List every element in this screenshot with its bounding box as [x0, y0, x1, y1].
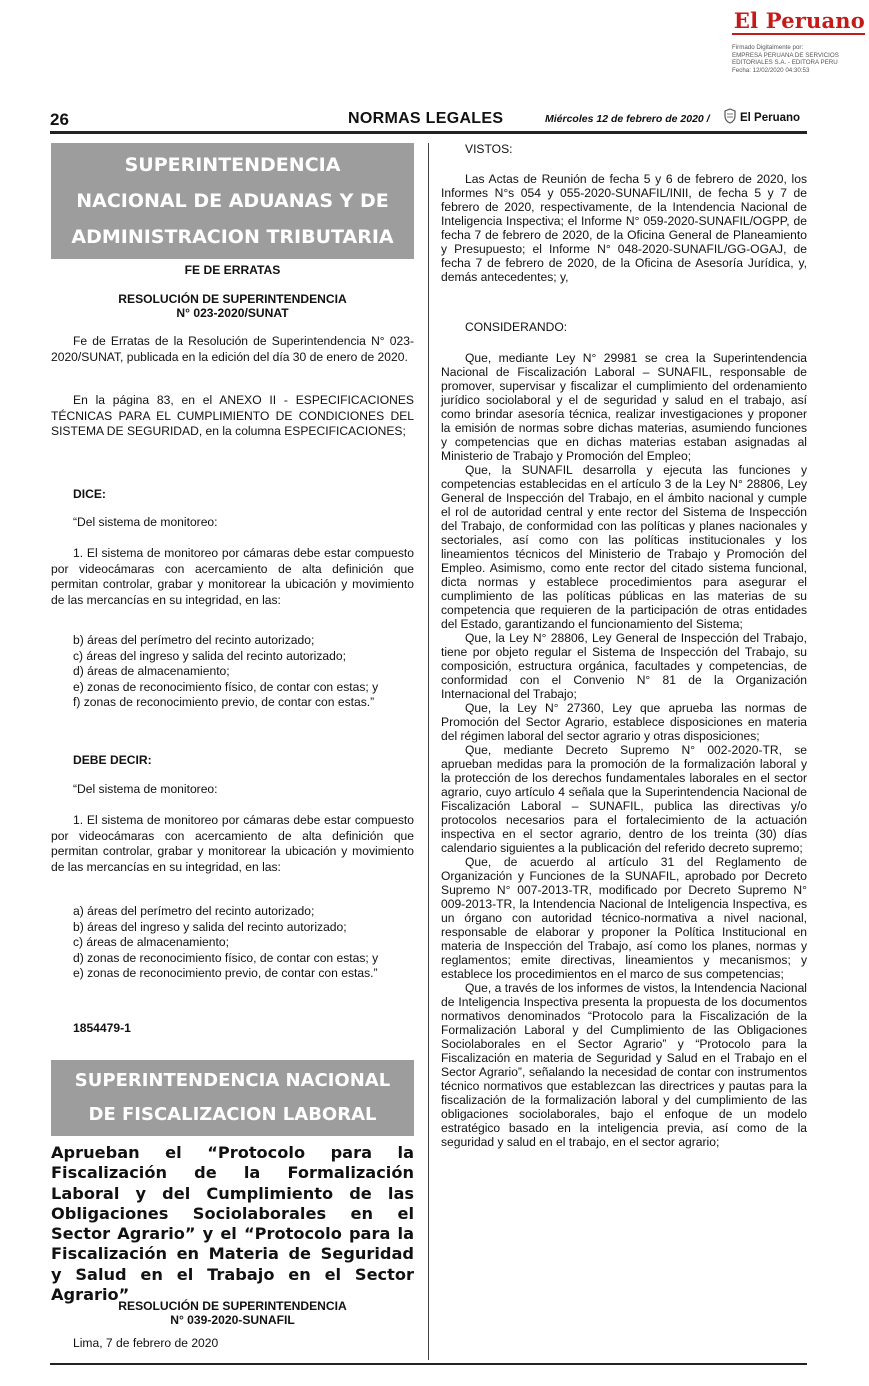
fe-de-erratas-heading: FE DE ERRATAS: [184, 263, 281, 277]
place-date: Lima, 7 de febrero de 2020: [73, 1336, 219, 1350]
considerando-body: [441, 351, 807, 1149]
dice-item-1: [51, 546, 414, 608]
paragraph: 1. El sistema de monitoreo por cámaras debe estar compuesto por videocámaras con acercamiento de alta definición que permitan controlar, grabar y monitorear la ubicación y movimiento de las mercancías en su integridad, en las:: [51, 813, 414, 874]
header-rule: [50, 131, 807, 134]
vistos-heading: [441, 142, 807, 156]
signature-line: EMPRESA PERUANA DE SERVICIOS: [732, 51, 839, 59]
list-item: b) áreas del ingreso y salida del recinto autorizado;: [73, 919, 347, 934]
resolution-line: RESOLUCIÓN DE SUPERINTENDENCIA: [118, 1299, 347, 1313]
signature-line: EDITORIALES S.A. - EDITORA PERU: [732, 59, 838, 67]
list-item: d) zonas de reconocimiento físico, de contar con estas; y: [73, 950, 379, 965]
digital-signature: [732, 44, 865, 74]
footer-rule: [50, 1363, 807, 1365]
dice-heading: DICE:: [73, 487, 106, 501]
band-line: ADMINISTRACION TRIBUTARIA: [71, 226, 394, 248]
paragraph: Fe de Erratas de la Resolución de Superintendencia N° 023-2020/SUNAT, publicada en la edición del día 30 de enero de 2020.: [51, 334, 414, 364]
paragraph: 1. El sistema de monitoreo por cámaras debe estar compuesto por videocámaras con acercamiento de alta definición que permitan controlar, grabar y monitorear la ubicación y movimiento de las mercancías en su integridad, en las:: [51, 546, 414, 607]
column-divider: [428, 143, 429, 1360]
monitoreo-line: “Del sistema de monitoreo:: [73, 515, 218, 529]
paragraph: Que, de acuerdo al artículo 31 del Reglamento de Organización y Funciones de la SUNAFIL, aprobado por Decreto Supremo N° 007-2013-TR, modificado por Decreto Supremo N° 009-2013-TR, la Intendencia Nacional de Inteligencia Inspectiva, es un órgano con autoridad técnico-normativa a nivel nacional, responsable de elaborar y proponer la Política Institucional en materia de Inspección del Trabajo, así como los planes, normas y reglamentos; emite directivas, lineamientos y mecanismos; y establece los procedimientos en el marco de sus competencias;: [441, 855, 807, 981]
coat-of-arms-icon: [722, 108, 738, 124]
signature-line: Firmado Digitalmente por:: [732, 44, 804, 51]
erratas-intro: [51, 334, 414, 365]
list-item: c) áreas del ingreso y salida del recinto autorizado;: [73, 648, 346, 663]
paragraph: Que, la SUNAFIL desarrolla y ejecuta las funciones y competencias establecidas en el artículo 3 de la Ley N° 28806, Ley General de Inspección del Trabajo, en el ámbito nacional y cumple el rol de autoridad central y ente rector del Sistema de Inspección del Trabajo, de conformidad con las políticas y planes nacionales y sectoriales, así como con las políticas institucionales y los lineamientos técnicos del Ministerio de Trabajo y Promoción del Empleo. Asimismo, como ente rector del citado sistema funcional, dicta normas y establece procedimientos para asegurar el cumplimiento de las políticas públicas en las materias de su competencia que requieren de la participación de otras entidades del Estado, garantizando el funcionamiento del Sistema;: [441, 463, 807, 631]
debe-decir-item-1: [51, 813, 414, 875]
band-line: SUPERINTENDENCIA: [124, 154, 341, 176]
vistos-text: [441, 172, 807, 284]
resolution-title: Aprueban el “Protocolo para la Fiscalización de la Formalización Laboral y del Cumplimiento de las Obligaciones Sociolaborales en el Sector Agrario” y el “Protocolo para la Fiscalización en Materia de Seguridad y Salud en el Trabajo en el Sector Agrario”: [51, 1143, 414, 1305]
institution-band-sunafil: [51, 1060, 414, 1136]
brand-logo: El Peruano: [733, 8, 865, 33]
paragraph: Las Actas de Reunión de fecha 5 y 6 de febrero de 2020, los Informes N°s 054 y 055-2020-SUNAFIL/INII, de fecha 5 y 7 de febrero de 2020, respectivamente, de la Intendencia Nacional de Inteligencia Inspectiva; el Informe N° 059-2020-SUNAFIL/OGPP, de fecha 7 de febrero de 2020, de la Oficina General de Planeamiento y Presupuesto; el Informe N° 048-2020-SUNAFIL/GG-OGAJ, de fecha 7 de febrero de 2020, de la Oficina de Asesoría Jurídica, y, demás antecedentes; y,: [441, 172, 807, 284]
page-number: 26: [50, 110, 69, 129]
header-date: Miércoles 12 de febrero de 2020 /: [545, 113, 710, 125]
paragraph: Que, la Ley N° 28806, Ley General de Inspección del Trabajo, tiene por objeto regular el Sistema de Inspección del Trabajo, su composición, estructura orgánica, facultades y competencias, de conformidad con el Convenio N° 81 de la Organización Internacional del Trabajo;: [441, 631, 807, 701]
list-item: d) áreas de almacenamiento;: [73, 664, 230, 678]
document-code: 1854479-1: [73, 1021, 131, 1035]
paragraph: Que, a través de los informes de vistos, la Intendencia Nacional de Inteligencia Inspectiva presenta la propuesta de los documentos normativos denominados “Protocolo para la Fiscalización de la Formalización Laboral y del Cumplimiento de las Obligaciones Sociolaborales en el Sector Agrario” y “Protocolo para la Fiscalización en materia de Seguridad y Salud en el Trabajo en el Sector Agrario”, señalando la necesidad de contar con instrumentos técnico normativos que establezcan las directrices y pautas para la fiscalización de la formalización laboral y del cumplimiento de las obligaciones sociolaborales, bajo el enfoque de un modelo estratégico basado en la inteligencia previa, así como de la seguridad y salud en el trabajo, en el sector agrario;: [441, 981, 807, 1149]
erratas-location: [51, 393, 414, 440]
dice-list: [51, 633, 414, 711]
band-line: SUPERINTENDENCIA NACIONAL: [74, 1070, 391, 1091]
resolution-line: N° 039-2020-SUNAFIL: [170, 1313, 295, 1327]
paragraph: Que, la Ley N° 27360, Ley que aprueba las normas de Promoción del Sector Agrario, establece disposiciones en materia del régimen laboral del sector agrario y otras disposiciones;: [441, 701, 807, 743]
paragraph: En la página 83, en el ANEXO II - ESPECIFICACIONES TÉCNICAS PARA EL CUMPLIMIENTO DE CONDICIONES DEL SISTEMA DE SEGURIDAD, en la columna ESPECIFICACIONES;: [51, 393, 414, 438]
monitoreo-line: “Del sistema de monitoreo:: [73, 782, 218, 796]
paragraph: Que, mediante Ley N° 29981 se crea la Superintendencia Nacional de Fiscalización Laboral – SUNAFIL, responsable de promover, supervisar y fiscalizar el cumplimiento del ordenamiento jurídico sociolaboral y el de seguridad y salud en el trabajo, así como brindar asesoría técnica, realizar investigaciones y proponer la emisión de normas sobre dichas materias, asumiendo funciones y competencias que en dichas materias estaban asignadas al Ministerio de Trabajo y Promoción del Empleo;: [441, 351, 807, 463]
list-item: e) zonas de reconocimiento físico, de contar con estas; y: [73, 679, 379, 694]
list-item: a) áreas del perímetro del recinto autorizado;: [73, 904, 315, 918]
heading: VISTOS:: [465, 142, 513, 156]
institution-band-sunat: [51, 143, 414, 259]
debe-decir-heading: DEBE DECIR:: [73, 753, 152, 767]
signature-line: Fecha: 12/02/2020 04:30:53: [732, 66, 810, 74]
list-item: b) áreas del perímetro del recinto autorizado;: [73, 633, 315, 647]
resolution-line: RESOLUCIÓN DE SUPERINTENDENCIA: [118, 292, 347, 306]
list-item: f) zonas de reconocimiento previo, de contar con estas.”: [73, 695, 375, 709]
header-paper-name: El Peruano: [740, 112, 801, 124]
resolution-line: N° 023-2020/SUNAT: [176, 306, 289, 320]
list-item: c) áreas de almacenamiento;: [73, 935, 229, 949]
band-line: DE FISCALIZACION LABORAL: [88, 1104, 377, 1125]
resolution-heading-sunafil: [51, 1299, 414, 1327]
band-line: NACIONAL DE ADUANAS Y DE: [76, 190, 389, 212]
debe-decir-list: [51, 904, 414, 982]
considerando-heading: [441, 320, 807, 334]
list-item: e) zonas de reconocimiento previo, de contar con estas.”: [73, 966, 378, 980]
resolution-heading-sunat: [51, 292, 414, 320]
paragraph: Que, mediante Decreto Supremo N° 002-2020-TR, se aprueban medidas para la promoción de la formalización laboral y la protección de los derechos fundamentales laborales en el sector agrario, cuyo artículo 4 señala que la Superintendencia Nacional de Fiscalización Laboral – SUNAFIL, publica las directivas y/o protocolos necesarios para el fortalecimiento de la actuación inspectiva en el sector agrario, dentro de los treinta (30) días calendario siguientes a la publicación del referido decreto supremo;: [441, 743, 807, 855]
section-title: NORMAS LEGALES: [348, 110, 504, 127]
heading: CONSIDERANDO:: [465, 320, 568, 334]
brand-rule: [732, 33, 865, 35]
